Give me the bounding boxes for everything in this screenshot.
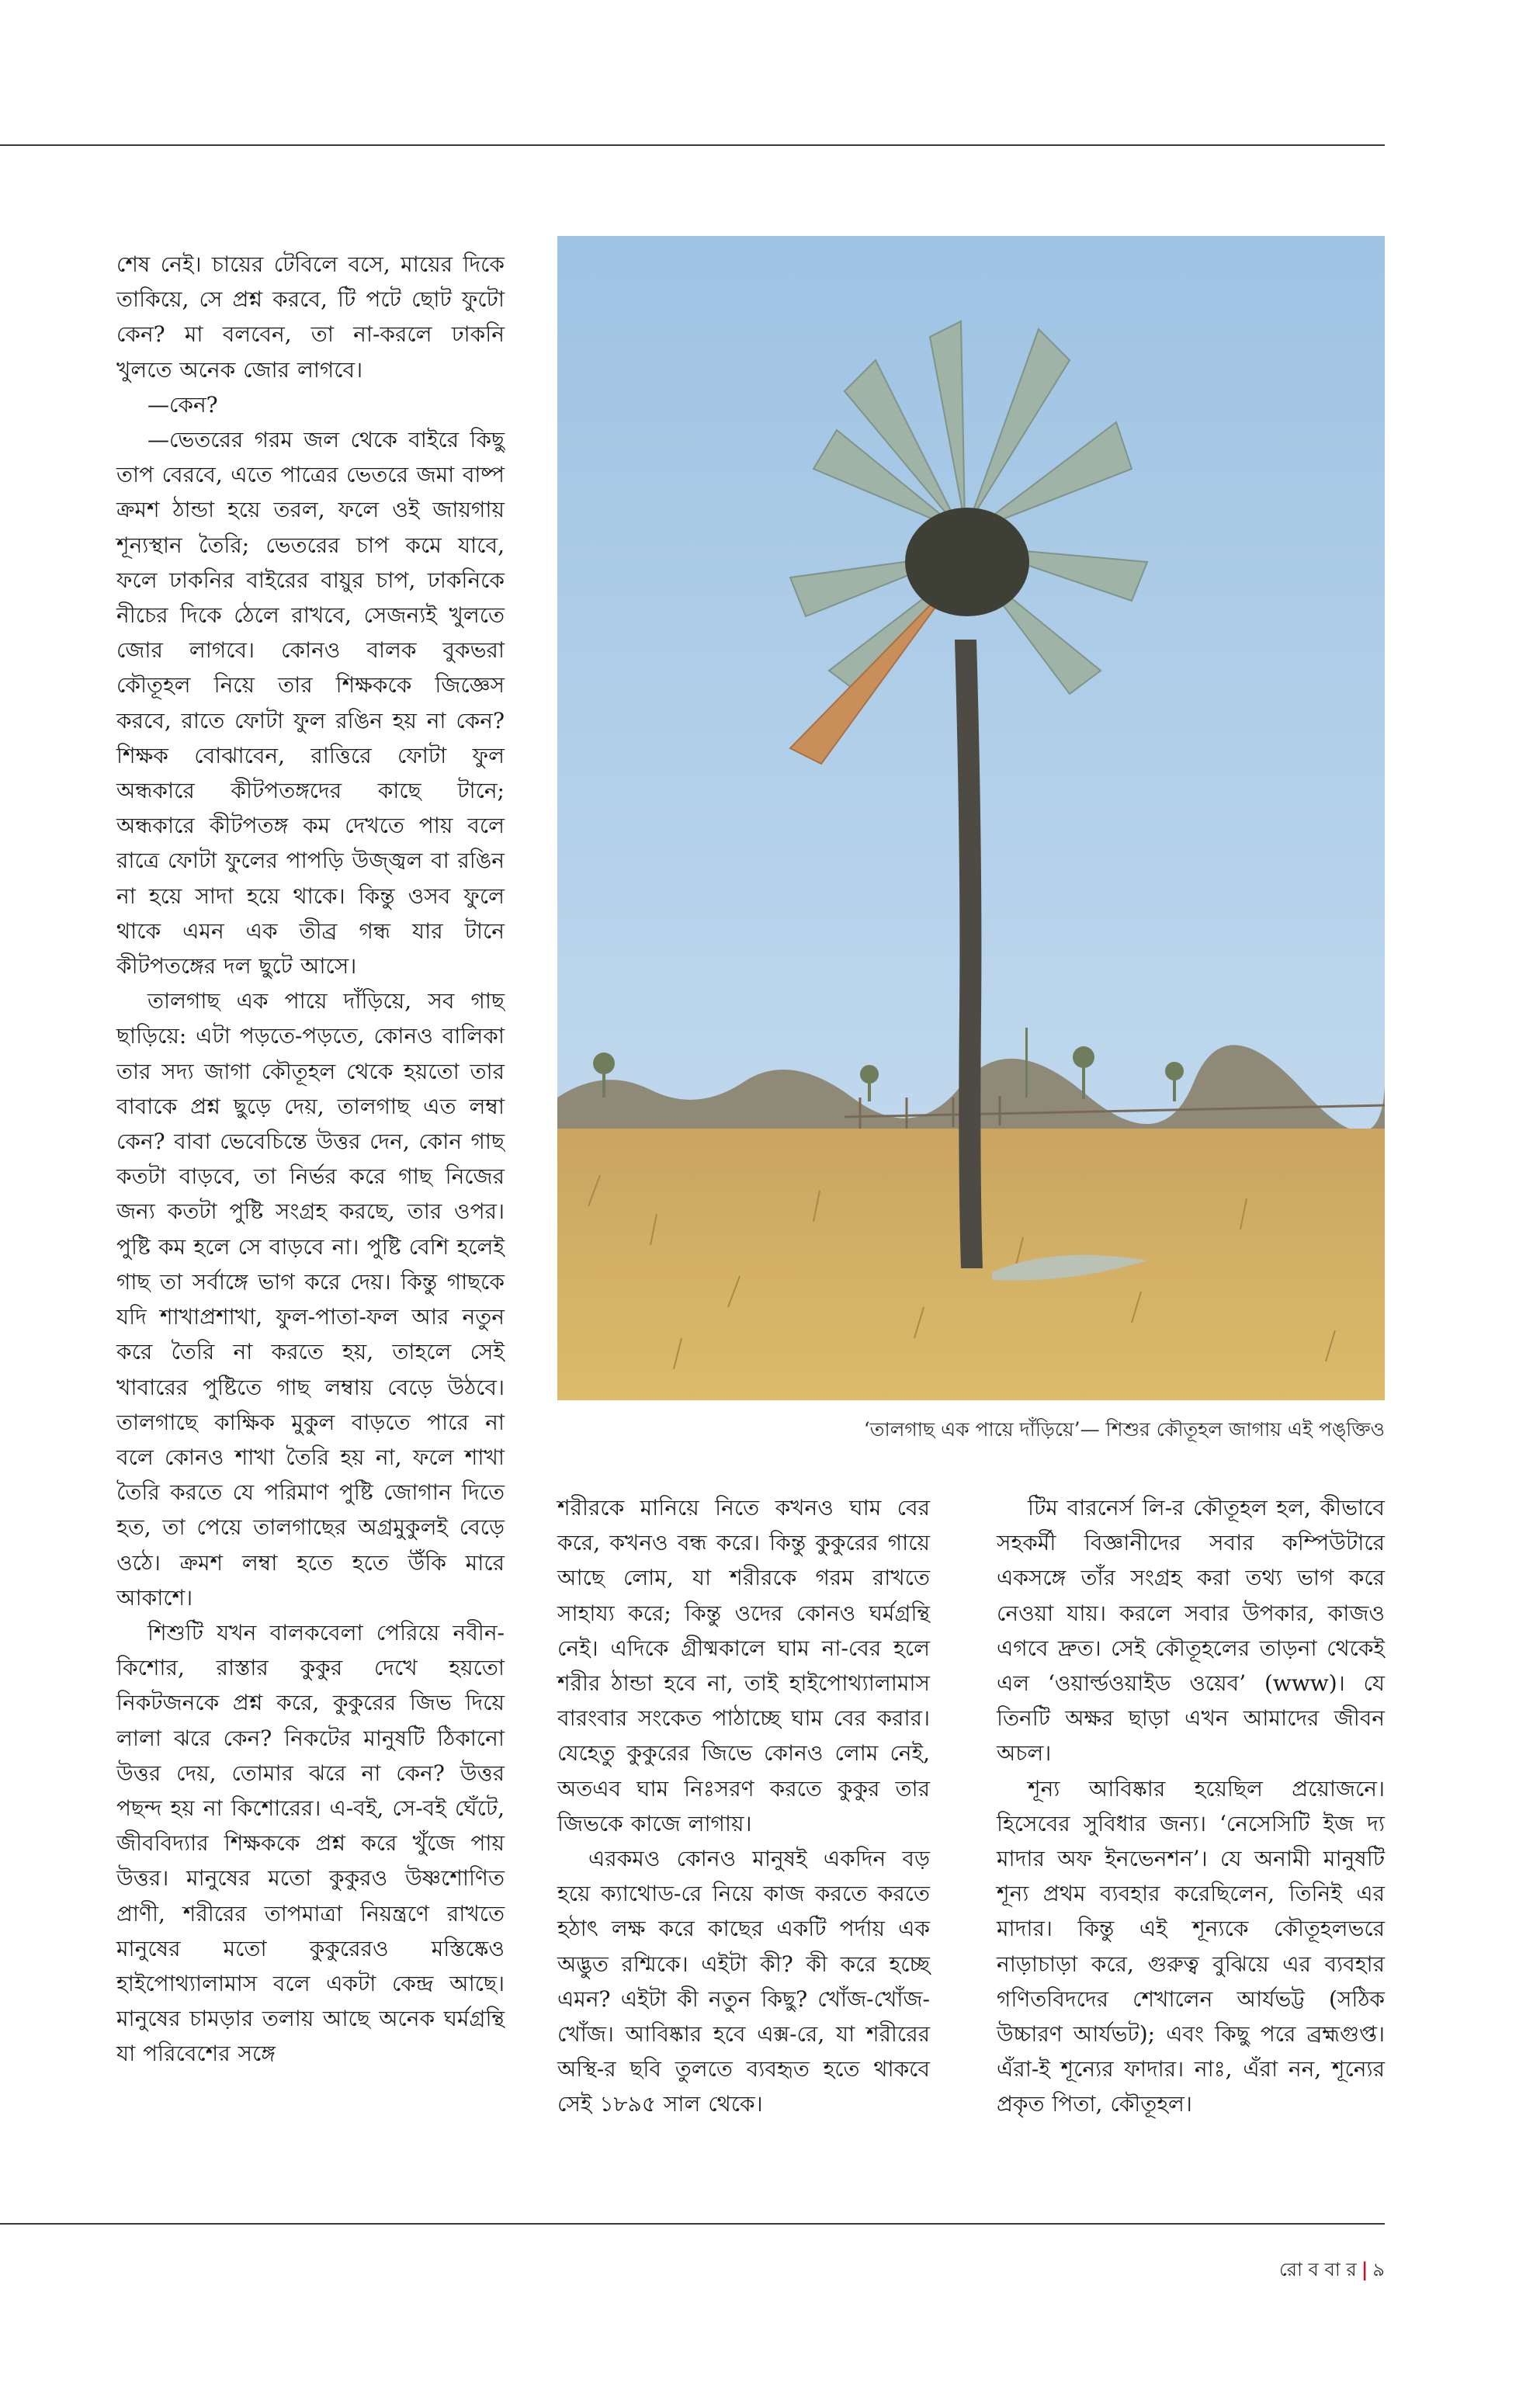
palm-crown-core (905, 508, 1029, 616)
top-rule (0, 144, 1385, 146)
paragraph: টিম বারনের্স লি-র কৌতূহল হল, কীভাবে সহকর্মী বিজ্ঞানীদের সবার কম্পিউটারে একসঙ্গে তাঁর সংগ্রহ করা তথ্য ভাগ করে নেওয়া যায়। করলে সবার উপকার, কাজও এগবে দ্রুত। সেই কৌতূহলের তাড়না থেকেই এল ‘ওয়ার্ল্ডওয়াইড ওয়েব’ (www)। যে তিনটি অক্ষর ছাড়া এখন আমাদের জীবন অচল। (997, 1495, 1385, 1767)
paragraph: শরীরকে মানিয়ে নিতে কখনও ঘাম বের করে, কখনও বন্ধ করে। কিন্তু কুকুরের গায়ে আছে লোম, যা শরীরকে গরম রাখতে সাহায্য করে; কিন্তু ওদের কোনও ঘর্মগ্রন্থি নেই। এদিকে গ্রীষ্মকালে ঘাম না-বের হলে শরীর ঠান্ডা হবে না, তাই হাইপোথ্যালামাস বারংবার সংকেত পাঠাচ্ছে ঘাম বের করার। যেহেতু কুকুরের জিভে কোনও লোম নেই, অতএব ঘাম নিঃসরণ করতে কুকুর তার জিভকে কাজে লাগায়। (557, 1495, 930, 1836)
photo-caption: ‘তালগাছ এক পায়ে দাঁড়িয়ে’— শিশুর কৌতূহল জাগায় এই পঙ্‌ক্তিও (863, 1418, 1385, 1441)
paragraph: শেষ নেই। চায়ের টেবিলে বসে, মায়ের দিকে তাকিয়ে, সে প্রশ্ন করবে, টি পটে ছোট ফুটো কেন? মা বলবেন, তা না-করলে ঢাকনি খুলতে অনেক জোর লাগবে। (116, 251, 505, 383)
page-number: ৯ (1372, 2259, 1385, 2280)
bottom-rule (0, 2223, 1385, 2225)
paragraph: —ভেতরের গরম জল থেকে বাইরে কিছু তাপ বেরবে, এতে পাত্রের ভেতরে জমা বাষ্প ক্রমশ ঠান্ডা হয়ে তরল, ফলে ওই জায়গায় শূন্যস্থান তৈরি; ভেতরের চাপ কমে যাবে, ফলে ঢাকনির বাইরের বায়ুর চাপ, ঢাকনিকে নীচের দিকে ঠেলে রাখবে, সেজন্যই খুলতে জোর লাগবে। কোনও বালক বুকভরা কৌতূহল নিয়ে তার শিক্ষককে জিজ্ঞেস করবে, রাতে ফোটা ফুল রঙিন হয় না কেন? শিক্ষক বোঝাবেন, রাত্তিরে ফোটা ফুল অন্ধকারে কীটপতঙ্গদের কাছে টানে; অন্ধকারে কীটপতঙ্গ কম দেখতে পায় বলে রাত্রে ফোটা ফুলের পাপড়ি উজ্জ্বল বা রঙিন না হয়ে সাদা হয়ে থাকে। কিন্তু ওসব ফুলে থাকে এমন এক তীব্র গন্ধ যার টানে কীটপতঙ্গের দল ছুটে আসে। (116, 427, 505, 980)
paragraph: —কেন? (147, 391, 218, 418)
paragraph: শূন্য আবিষ্কার হয়েছিল প্রয়োজনে। হিসেবের সুবিধার জন্য। ‘নেসেসিটি ইজ দ্য মাদার অফ ইনভেনশন’। যে অনামী মানুষটি শূন্য প্রথম ব্যবহার করেছিলেন, তিনিই এর মাদার। কিন্তু এই শূন্যকে কৌতূহলভরে নাড়াচাড়া করে, গুরুত্ব বুঝিয়ে এর ব্যবহার গণিতবিদদের শেখালেন আর্যভট্ট (সঠিক উচ্চারণ আর্যভট); এবং কিছু পরে ব্রহ্মগুপ্ত। এঁরা-ই শূন্যের ফাদার। নাঃ, এঁরা নন, শূন্যের প্রকৃত পিতা, কৌতূহল। (997, 1775, 1385, 2117)
column-middle (557, 1490, 930, 2122)
paragraph: এরকমও কোনও মানুষই একদিন বড় হয়ে ক্যাথোড-রে নিয়ে কাজ করতে করতে হঠাৎ লক্ষ করে কাছের একটি পর্দায় এক অদ্ভুত রশ্মিকে। এইটা কী? কী করে হচ্ছে এমন? এইটা কী নতুন কিছু? খোঁজ-খোঁজ-খোঁজ। আবিষ্কার হবে এক্স-রে, যা শরীরের অস্থি-র ছবি তুলতে ব্যবহৃত হতে থাকবে সেই ১৮৯৫ সাল থেকে। (557, 1846, 930, 2117)
paragraph: তালগাছ এক পায়ে দাঁড়িয়ে, সব গাছ ছাড়িয়ে: এটা পড়তে-পড়তে, কোনও বালিকা তার সদ্য জাগা কৌতূহল থেকে হয়তো তার বাবাকে প্রশ্ন ছুড়ে দেয়, তালগাছ এত লম্বা কেন? বাবা ভেবেচিন্তে উত্তর দেন, কোন গাছ কতটা বাড়বে, তা নির্ভর করে গাছ নিজের জন্য কতটা পুষ্টি সংগ্রহ করছে, তার ওপর। পুষ্টি কম হলে সে বাড়বে না। পুষ্টি বেশি হলেই গাছ তা সর্বাঙ্গে ভাগ করে দেয়। কিন্তু গাছকে যদি শাখাপ্রশাখা, ফুল-পাতা-ফল আর নতুন করে তৈরি না করতে হয়, তাহলে সেই খাবারের পুষ্টিতে গাছ লম্বায় বেড়ে উঠবে। তালগাছে কাক্ষিক মুকুল বাড়তে পারে না বলে কোনও শাখা তৈরি হয় না, ফলে শাখা তৈরি করতে যে পরিমাণ পুষ্টি জোগান দিতে হত, তা পেয়ে তালগাছের অগ্রমুকুলই বেড়ে ওঠে। ক্রমশ লম্বা হতে হতে উঁকি মারে আকাশে। (116, 988, 505, 1611)
paragraph: শিশুটি যখন বালকবেলা পেরিয়ে নবীন-কিশোর, রাস্তার কুকুর দেখে হয়তো নিকটজনকে প্রশ্ন করে, কুকুরের জিভ দিয়ে লালা ঝরে কেন? নিকটের মানুষটি ঠিকানো উত্তর দেয়, তোমার ঝরে না কেন? উত্তর পছন্দ হয় না কিশোরের। এ-বই, সে-বই ঘেঁটে, জীববিদ্যার শিক্ষককে প্রশ্ন করে খুঁজে পায় উত্তর। মানুষের মতো কুকুরও উষ্ণশোণিত প্রাণী, শরীরের তাপমাত্রা নিয়ন্ত্রণে রাখতে মানুষের মতো কুকুরেরও মস্তিষ্কেও হাইপোথ্যালামাস বলে একটা কেন্দ্র আছে। মানুষের চামড়ার তলায় আছে অনেক ঘর্মগ্রন্থি যা পরিবেশের সঙ্গে (116, 1619, 505, 2067)
column-left (116, 247, 505, 2072)
column-right (997, 1490, 1385, 2122)
footer-separator: | (1361, 2258, 1368, 2280)
palm-tree-illustration (557, 236, 1385, 1400)
palm-tree-photo (557, 236, 1385, 1400)
page-footer (1279, 2256, 1385, 2287)
magazine-name: রো ব বা র (1279, 2259, 1357, 2280)
